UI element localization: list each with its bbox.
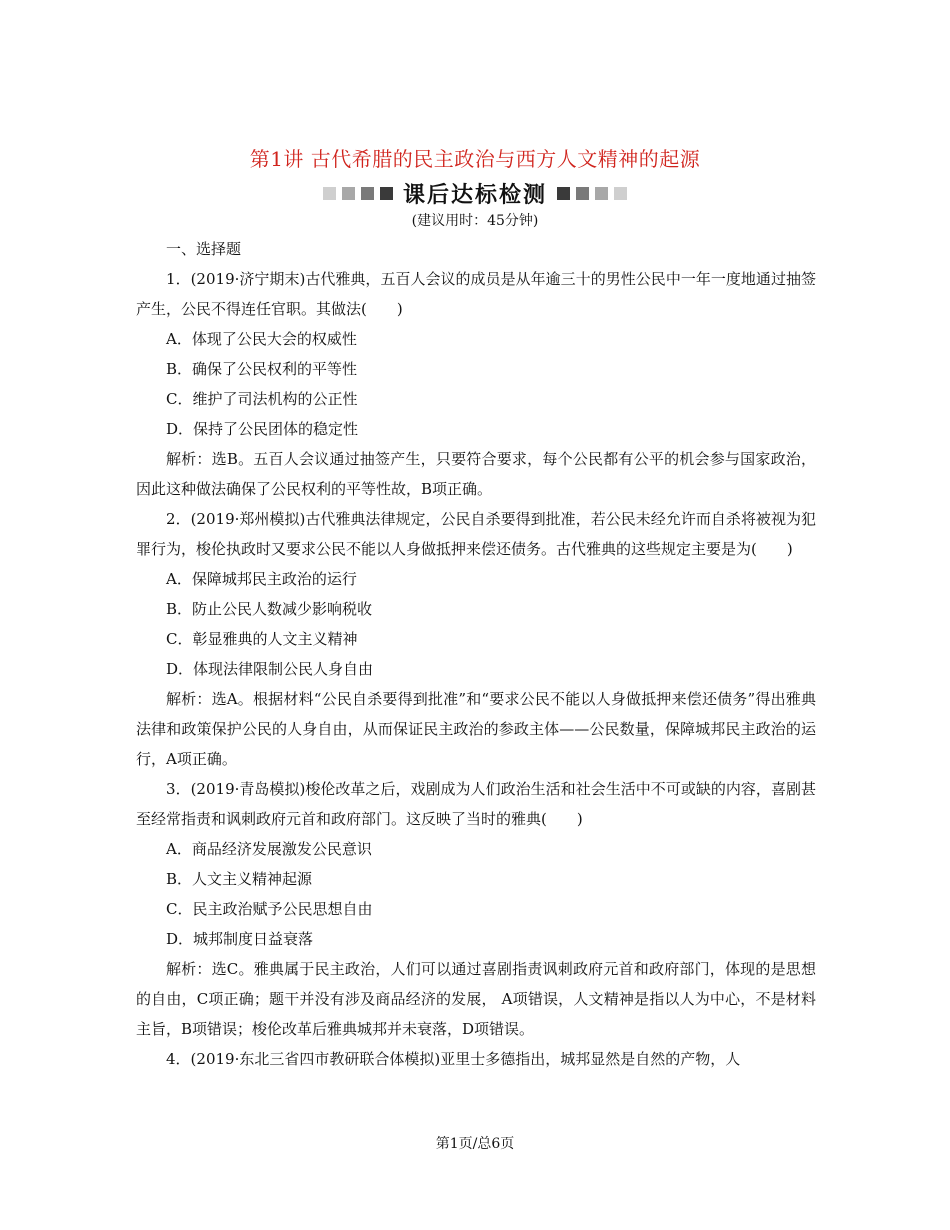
document-body (136, 234, 816, 1074)
option: D．城邦制度日益衰落 (166, 930, 314, 948)
analysis: 解析：选C。雅典属于民主政治，人们可以通过喜剧指责讽刺政府元首和政府部门，体现的是思想的自由，C项正确；题干并没有涉及商品经济的发展， A项错误，人文精神是指以人为中心，不是材料主旨，B项错误；梭伦改革后雅典城邦并未衰落，D项错误。 (136, 960, 816, 1038)
option: A．保障城邦民主政治的运行 (166, 570, 357, 588)
right-squares (557, 187, 627, 200)
analysis: 解析：选A。根据材料“公民自杀要得到批准”和“要求公民不能以人身做抵押来偿还债务”得出雅典法律和政策保护公民的人身自由，从而保证民主政治的参政主体——公民数量，保障城邦民主政治的运行，A项正确。 (136, 690, 816, 768)
option: B．防止公民人数减少影响税收 (166, 600, 373, 618)
banner-square (595, 187, 608, 200)
option: C．彰显雅典的人文主义精神 (166, 630, 358, 648)
banner-square (361, 187, 374, 200)
question-stem: 3．(2019·青岛模拟)梭伦改革之后，戏剧成为人们政治生活和社会生活中不可或缺的内容，喜剧甚至经常指责和讽刺政府元首和政府部门。这反映了当时的雅典( ) (136, 780, 816, 828)
banner-title: 课后达标检测 (402, 183, 547, 208)
section-title: 一、选择题 (166, 240, 242, 258)
option: C．民主政治赋予公民思想自由 (166, 900, 373, 918)
option: A．体现了公民大会的权威性 (166, 330, 357, 348)
option: C．维护了司法机构的公正性 (166, 390, 358, 408)
left-squares (323, 187, 393, 200)
option: B．人文主义精神起源 (166, 870, 313, 888)
analysis: 解析：选B。五百人会议通过抽签产生，只要符合要求，每个公民都有公平的机会参与国家政治，因此这种做法确保了公民权利的平等性故，B项正确。 (136, 450, 816, 498)
page-footer: 第1页/总6页 (435, 1136, 515, 1152)
banner-square (380, 187, 393, 200)
banner-square (557, 187, 570, 200)
question-stem: 2．(2019·郑州模拟)古代雅典法律规定，公民自杀要得到批准，若公民未经允许而自杀将被视为犯罪行为，梭伦执政时又要求公民不能以人身做抵押来偿还债务。古代雅典的这些规定主要是为( ) (136, 510, 816, 558)
banner-square (576, 187, 589, 200)
question-stem: 1．(2019·济宁期末)古代雅典，五百人会议的成员是从年逾三十的男性公民中一年一度地通过抽签产生，公民不得连任官职。其做法( ) (136, 270, 816, 318)
option: D．体现法律限制公民人身自由 (166, 660, 374, 678)
banner-square (614, 187, 627, 200)
option: D．保持了公民团体的稳定性 (166, 420, 359, 438)
time-hint: (建议用时：45分钟) (411, 213, 539, 229)
page-title: 第1讲 古代希腊的民主政治与西方人文精神的起源 (249, 147, 701, 171)
section-banner (0, 178, 950, 209)
option: B．确保了公民权利的平等性 (166, 360, 358, 378)
banner-square (323, 187, 336, 200)
banner-square (342, 187, 355, 200)
question-stem: 4．(2019·东北三省四市教研联合体模拟)亚里士多德指出，城邦显然是自然的产物，人 (166, 1050, 741, 1068)
option: A．商品经济发展激发公民意识 (166, 840, 372, 858)
